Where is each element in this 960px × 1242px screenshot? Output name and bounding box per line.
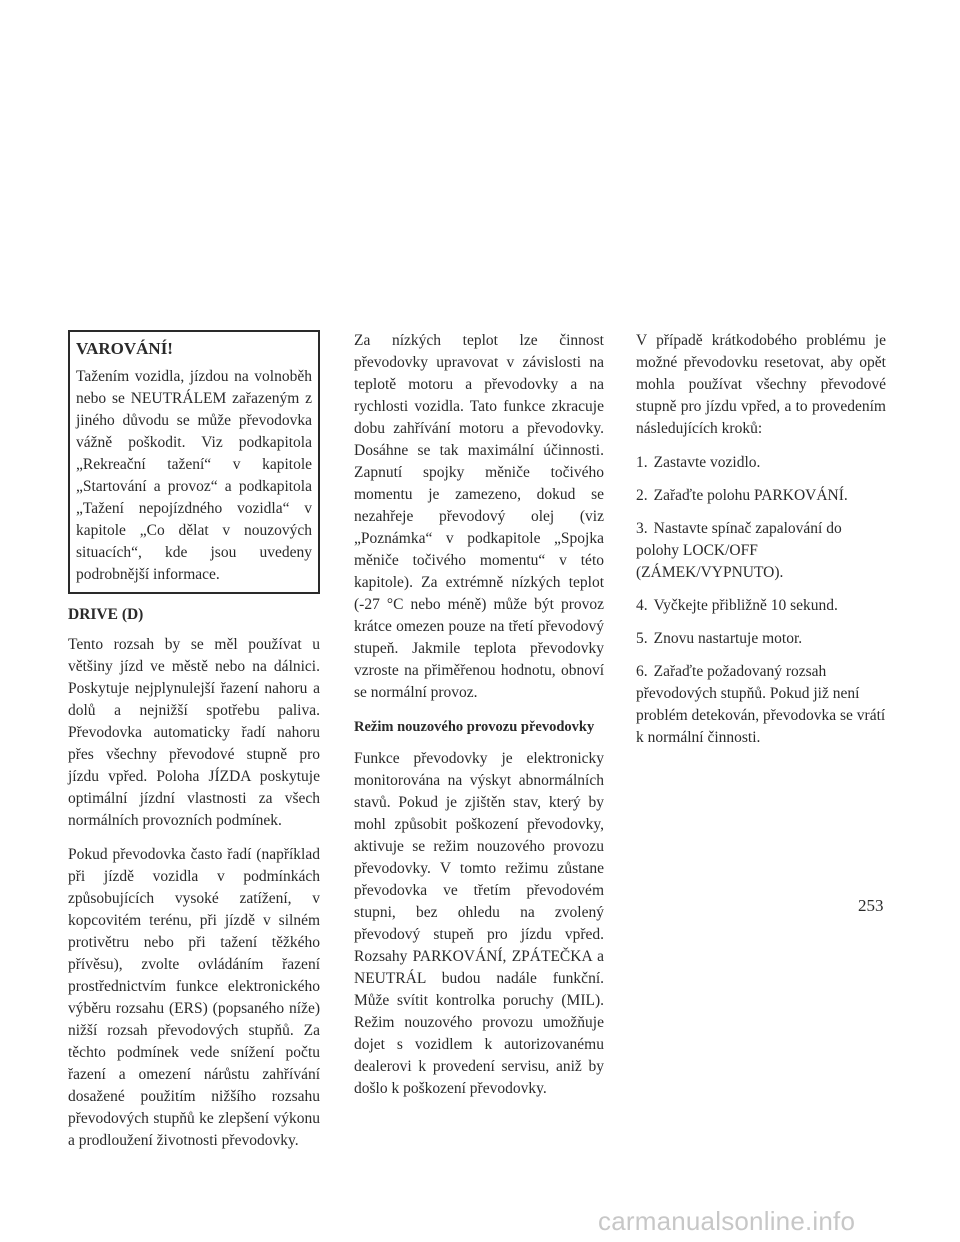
- step-item: [636, 518, 886, 584]
- warning-text: Tažením vozidla, jízdou na volnoběh nebo se NEUTRÁLEM zařazeným z jiného důvodu se může převodovka vážně poškodit. Viz podkapitola „Rekreační tažení“ v kapitole „Startování a provoz“ a podkapitola „Tažení nepojízdného vozidla“ v kapitole „Co dělat v nouzových situacích“, kde jsou uvedeny podrobnější informace.: [76, 368, 312, 583]
- step-number: 6.: [636, 663, 648, 680]
- step-number: 5.: [636, 630, 648, 647]
- warning-title: VAROVÁNÍ!: [76, 339, 173, 358]
- limp-mode-paragraph-1: Funkce převodovky je elektronicky monitorována na výskyt abnormálních stavů. Pokud je zjištěn stav, který by mohl způsobit poškození převodovky, aktivuje se režim nouzového provozu převodovky. V tomto režimu zůstane převodovka ve třetím převodovém stupni, bez ohledu na zvolený převodový stupeň pro jízdu vpřed. Rozsahy PARKOVÁNÍ, ZPÁTEČKA a NEUTRÁL budou nadále funkční. Může svítit kontrolka poruchy (MIL). Režim nouzového provozu umožňuje dojet s vozidlem k autorizovanému dealerovi k provedení servisu, aniž by došlo k poškození převodovky.: [354, 750, 604, 1097]
- watermark[interactable]: carmanualsonline.info: [598, 1206, 856, 1236]
- page-number: 253: [858, 896, 884, 915]
- drive-paragraph-3: Za nízkých teplot lze činnost převodovky upravovat v závislosti na teplotě motoru a převodovky a na rychlosti vozidla. Tato funkce zkracuje dobu zahřívání motoru a převodovky. Dosáhne se tak maximální účinnosti. Zapnutí spojky měniče točivého momentu je zamezeno, dokud se nezahřeje převodový olej (viz „Poznámka“ v podkapitole „Spojka měniče točivého momentu“ v této kapitole). Za extrémně nízkých teplot (-27 °C nebo méně) může být provoz krátce omezen pouze na třetí převodový stupeň. Jakmile teplota převodovky vzroste na přiměřenou hodnotu, obnoví se normální provoz.: [354, 332, 604, 701]
- step-item: [636, 485, 886, 507]
- warning-box: [68, 330, 320, 594]
- step-number: 1.: [636, 454, 648, 471]
- reset-steps-list: [636, 452, 886, 749]
- column-right: [636, 330, 886, 760]
- drive-paragraph-1: Tento rozsah by se měl používat u většiny jízd ve městě nebo na dálnici. Poskytuje nejplynulejší řazení nahoru a dolů a nejnižší spotřebu paliva. Převodovka automaticky řadí nahoru přes všechny převodové stupně pro jízdu vpřed. Poloha JÍZDA poskytuje optimální jízdní vlastnosti za všech normálních provozních podmínek.: [68, 636, 320, 829]
- column-left: [68, 330, 320, 1164]
- step-text: Zařaďte polohu PARKOVÁNÍ.: [653, 487, 848, 504]
- column-middle: [354, 330, 604, 1112]
- step-item: [636, 628, 886, 650]
- step-text: Vyčkejte přibližně 10 sekund.: [653, 597, 838, 614]
- step-text: Nastavte spínač zapalování do polohy LOCK/OFF (ZÁMEK/VYPNUTO).: [636, 520, 842, 581]
- step-text: Zařaďte požadovaný rozsah převodových stupňů. Pokud již není problém detekován, převodovka se vrátí k normální činnosti.: [636, 663, 886, 746]
- step-number: 4.: [636, 597, 648, 614]
- step-item: [636, 452, 886, 474]
- limp-mode-heading: Režim nouzového provozu převodovky: [354, 719, 595, 735]
- step-number: 2.: [636, 487, 648, 504]
- step-item: [636, 595, 886, 617]
- step-text: Znovu nastartuje motor.: [653, 630, 803, 647]
- drive-paragraph-2: Pokud převodovka často řadí (například při jízdě vozidla v podmínkách způsobujících vysoké zatížení, v kopcovitém terénu, při jízdě v silném protivětru nebo při tažení těžkého přívěsu), zvolte ovládáním řazení prostřednictvím funkce elektronického výběru rozsahu (ERS) (popsaného níže) nižší rozsah převodových stupňů. Za těchto podmínek vede snížení počtu řazení a omezení nárůstu zahřívání dosažené použitím nižšího rozsahu převodových stupňů ke zlepšení výkonu a prodloužení životnosti převodovky.: [68, 846, 320, 1149]
- drive-heading: DRIVE (D): [68, 606, 144, 623]
- step-number: 3.: [636, 520, 648, 537]
- step-item: [636, 661, 886, 749]
- limp-mode-paragraph-2: V případě krátkodobého problému je možné převodovku resetovat, aby opět mohla používat všechny převodové stupně pro jízdu vpřed, a to provedením následujících kroků:: [636, 332, 886, 437]
- step-text: Zastavte vozidlo.: [653, 454, 761, 471]
